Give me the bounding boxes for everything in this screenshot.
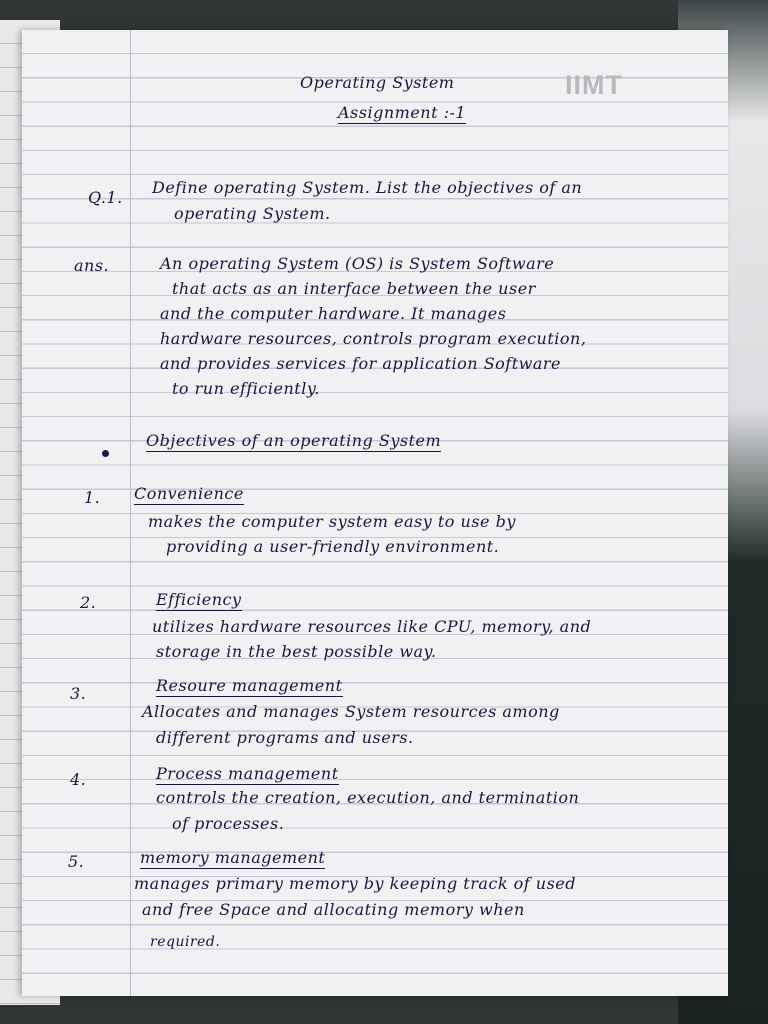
objective-line: of processes. xyxy=(172,814,285,833)
answer-line-1: An operating System (OS) is System Software xyxy=(160,254,555,273)
notebook-page xyxy=(22,30,728,996)
objective-title: Convenience xyxy=(134,484,244,503)
question-line-2: operating System. xyxy=(174,204,331,223)
objective-title: Resoure management xyxy=(156,676,343,695)
objective-line: providing a user-friendly environment. xyxy=(166,537,500,556)
objective-number: 3. xyxy=(70,684,87,703)
objective-line: controls the creation, execution, and termination xyxy=(156,788,580,807)
answer-line-2: that acts as an interface between the user xyxy=(172,279,536,298)
objective-number: 4. xyxy=(70,770,87,789)
objectives-heading: Objectives of an operating System xyxy=(146,431,442,450)
objective-number: 2. xyxy=(80,593,97,612)
margin-line xyxy=(130,30,131,996)
objective-line: different programs and users. xyxy=(156,728,414,747)
assignment-title: Assignment :-1 xyxy=(338,103,467,122)
objective-title: memory management xyxy=(140,848,326,867)
objective-number: 5. xyxy=(68,852,85,871)
objective-title: Process management xyxy=(156,764,339,783)
objective-line: manages primary memory by keeping track of used xyxy=(134,874,576,893)
objective-line: Allocates and manages System resources among xyxy=(142,702,560,721)
objective-line: utilizes hardware resources like CPU, memory, and xyxy=(152,617,592,636)
answer-label: ans. xyxy=(74,256,110,275)
objective-line: and free Space and allocating memory when xyxy=(142,900,525,919)
objective-line: makes the computer system easy to use by xyxy=(148,512,516,531)
bullet-point xyxy=(102,450,109,457)
iimt-watermark: IIMT xyxy=(565,70,623,100)
answer-line-6: to run efficiently. xyxy=(172,379,320,398)
answer-line-4: hardware resources, controls program execution, xyxy=(160,329,587,348)
question-line-1: Define operating System. List the objectives of an xyxy=(152,178,583,197)
objective-number: 1. xyxy=(84,488,101,507)
answer-line-3: and the computer hardware. It manages xyxy=(160,304,507,323)
question-label: Q.1. xyxy=(88,188,123,207)
answer-line-5: and provides services for application Software xyxy=(160,354,561,373)
objective-line: storage in the best possible way. xyxy=(156,642,437,661)
objective-title: Efficiency xyxy=(156,590,242,609)
objective-line: required. xyxy=(150,934,221,950)
page-title: Operating System xyxy=(300,73,455,92)
